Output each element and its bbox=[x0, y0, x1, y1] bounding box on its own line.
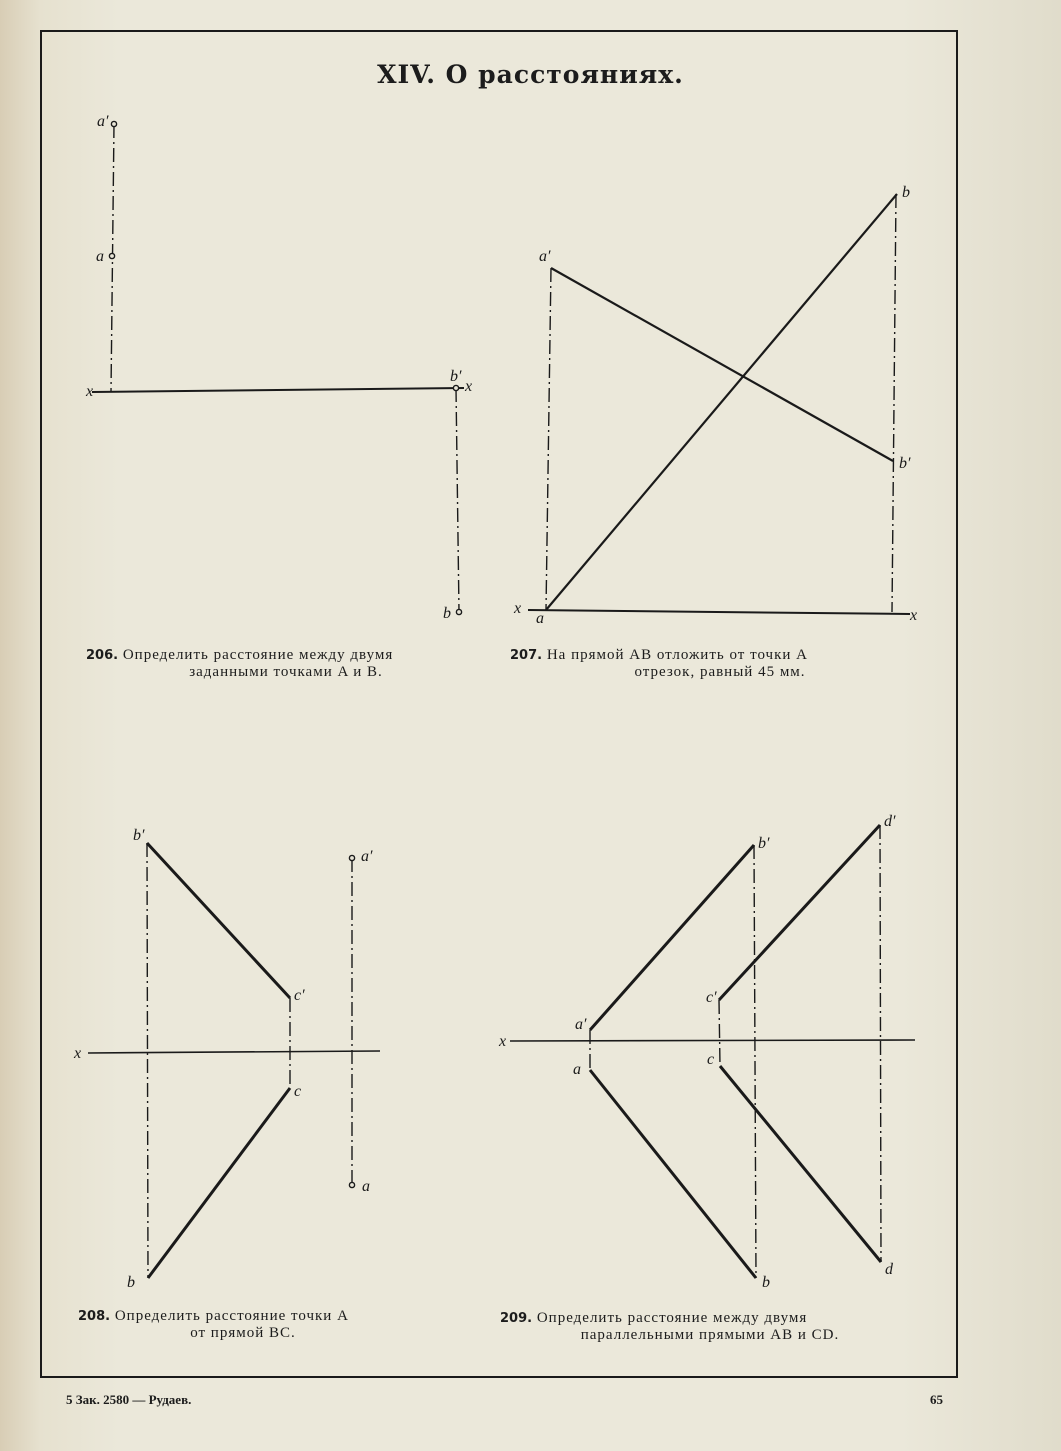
label-x: x bbox=[465, 378, 473, 395]
problem-number: 207. bbox=[510, 648, 543, 663]
point-b-prime bbox=[453, 385, 458, 390]
projection-link-b bbox=[456, 388, 459, 612]
label-x: x bbox=[86, 383, 94, 400]
x-axis-207 bbox=[528, 610, 910, 614]
point-a-prime bbox=[111, 121, 116, 126]
projection-link-b bbox=[892, 194, 896, 612]
caption-207 bbox=[510, 647, 930, 681]
label-a-prime: a′ bbox=[361, 848, 373, 865]
problem-text-line2: заданными точками A и B. bbox=[189, 664, 383, 680]
label-a: a bbox=[536, 610, 544, 627]
projection-link-b bbox=[754, 845, 756, 1278]
figure-207 bbox=[528, 194, 910, 614]
point-a bbox=[109, 253, 114, 258]
projection-link-d bbox=[880, 825, 881, 1262]
x-axis-206 bbox=[92, 388, 464, 392]
point-a bbox=[349, 1182, 354, 1187]
label-b-prime: b′ bbox=[450, 368, 462, 385]
label-x: x bbox=[910, 607, 918, 624]
label-b-prime: b′ bbox=[133, 827, 145, 844]
segment-b-prime-c-prime bbox=[147, 843, 290, 998]
segment-b-c bbox=[148, 1088, 290, 1278]
label-c: c bbox=[707, 1051, 715, 1068]
label-d-prime: d′ bbox=[884, 813, 896, 830]
problem-text-line1: Определить расстояние между двумя bbox=[536, 1310, 808, 1326]
label-a: a bbox=[362, 1178, 370, 1195]
label-d: d bbox=[885, 1261, 893, 1278]
label-a-prime: a′ bbox=[97, 113, 109, 130]
label-b: b bbox=[762, 1274, 770, 1291]
label-a: a bbox=[96, 248, 104, 265]
problem-text-line1: Определить расстояние между двумя bbox=[122, 647, 394, 663]
label-b: b bbox=[443, 605, 451, 622]
figure-208 bbox=[88, 843, 380, 1278]
projection-link-a bbox=[546, 268, 551, 610]
projection-link-b bbox=[147, 843, 148, 1278]
label-b-prime: b′ bbox=[758, 835, 770, 852]
label-x: x bbox=[499, 1033, 507, 1050]
segment-c-d bbox=[720, 1066, 881, 1262]
problem-text-line1: Определить расстояние точки A bbox=[114, 1308, 349, 1324]
label-b-prime: b′ bbox=[899, 455, 911, 472]
segment-a-prime-b-prime bbox=[551, 268, 893, 461]
label-x: x bbox=[514, 600, 522, 617]
label-a: a bbox=[573, 1061, 581, 1078]
label-a-prime: a′ bbox=[539, 248, 551, 265]
x-axis-209 bbox=[510, 1040, 915, 1041]
problem-number: 206. bbox=[86, 648, 119, 663]
label-c: c bbox=[294, 1083, 302, 1100]
page-number: 65 bbox=[930, 1392, 943, 1407]
problem-number: 208. bbox=[78, 1309, 111, 1324]
segment-a-b bbox=[590, 1070, 756, 1278]
point-b bbox=[456, 609, 461, 614]
problem-text-line2: отрезок, равный 45 мм. bbox=[634, 664, 806, 680]
problem-text-line2: параллельными прямыми AB и CD. bbox=[580, 1327, 840, 1343]
figure-206 bbox=[92, 121, 464, 614]
problem-number: 209. bbox=[500, 1311, 533, 1326]
caption-206 bbox=[86, 647, 486, 681]
label-c-prime: c′ bbox=[706, 989, 717, 1006]
page-title: XIV. О расстояниях. bbox=[377, 60, 684, 89]
segment-a-b bbox=[546, 194, 897, 610]
projection-link-c bbox=[719, 1000, 720, 1066]
point-a-prime bbox=[349, 855, 354, 860]
caption-208 bbox=[78, 1308, 408, 1342]
label-a-prime: a′ bbox=[575, 1016, 587, 1033]
caption-209 bbox=[500, 1310, 920, 1344]
problem-text-line2: от прямой BC. bbox=[190, 1325, 296, 1341]
label-x: x bbox=[74, 1045, 82, 1062]
label-b: b bbox=[127, 1274, 135, 1291]
footer-imprint: 5 Зак. 2580 — Рудаев. bbox=[66, 1392, 192, 1407]
segment-c-prime-d-prime bbox=[719, 825, 880, 1000]
label-b: b bbox=[902, 184, 910, 201]
x-axis-208 bbox=[88, 1051, 380, 1053]
label-c-prime: c′ bbox=[294, 987, 305, 1004]
segment-a-prime-b-prime bbox=[590, 845, 754, 1030]
problem-text-line1: На прямой AB отложить от точки A bbox=[546, 647, 809, 663]
